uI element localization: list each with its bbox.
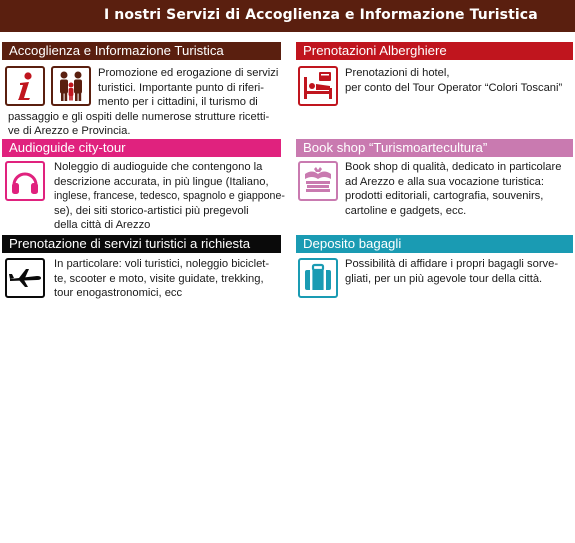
accoglienza-line-3: mento per i cittadini, il turismo di [98, 96, 258, 109]
audioguide-line-2: descrizione accurata, in più lingue (Italiano, [54, 175, 269, 188]
prenotazioni-line-1: Prenotazioni di hotel, [345, 67, 450, 79]
accoglienza-line-4: passaggio e gli ospiti delle numerose strutture ricetti- [8, 110, 270, 123]
top-title-bar [0, 0, 575, 32]
audioguide-line-3: inglese, francese, tedesco, spagnolo e giappone- [54, 190, 285, 203]
audioguide-line-5: della città di Arezzo [54, 219, 151, 232]
deposito-line-2: gliati, per un più agevole tour della città. [345, 272, 543, 285]
page-title: I nostri Servizi di Accoglienza e Informazione Turistica [104, 7, 538, 23]
bookshop-line-3: prodotti editoriali, cartografia, souvenirs, [345, 190, 544, 203]
hotel-bed-icon [298, 66, 338, 106]
prenotazioni-line-2: per conto del Tour Operator “Colori Toscani” [345, 81, 563, 94]
info-icon [5, 66, 45, 106]
section-header-audioguide: Audioguide city-tour [2, 139, 281, 157]
servizi-line-2: te, scooter e moto, visite guidate, trekking, [54, 272, 264, 285]
audioguide-line-1: Noleggio di audioguide che contengono la [54, 161, 263, 173]
accoglienza-line-5: ve di Arezzo e Provincia. [8, 125, 131, 138]
servizi-line-1: In particolare: voli turistici, noleggio biciclet- [54, 258, 270, 270]
luggage-icon [298, 258, 338, 298]
family-icon [51, 66, 91, 106]
servizi-line-3: tour enogastronomici, ecc [54, 287, 183, 300]
headphones-icon [5, 161, 45, 201]
books-icon [298, 161, 338, 201]
accoglienza-line-1: Promozione ed erogazione di servizi [98, 67, 279, 79]
deposito-line-1: Possibilità di affidare i propri bagagli sorve- [345, 258, 559, 270]
section-header-bookshop: Book shop “Turismoartecultura” [296, 139, 573, 157]
section-header-deposito: Deposito bagagli [296, 235, 573, 253]
bookshop-line-2: ad Arezzo e alla sua vocazione turistica: [345, 175, 544, 188]
bookshop-line-1: Book shop di qualità, dedicato in particolare [345, 161, 562, 173]
airplane-icon [5, 258, 45, 298]
section-header-prenotazioni: Prenotazioni Alberghiere [296, 42, 573, 60]
section-header-servizi: Prenotazione di servizi turistici a richiesta [2, 235, 281, 253]
bookshop-line-4: cartoline e gadgets, ecc. [345, 204, 467, 217]
accoglienza-line-2: turistici. Importante punto di riferi- [98, 81, 265, 94]
audioguide-line-4: se), dei siti storico-artistici più pregevoli [54, 204, 249, 217]
section-header-accoglienza: Accoglienza e Informazione Turistica [2, 42, 281, 60]
